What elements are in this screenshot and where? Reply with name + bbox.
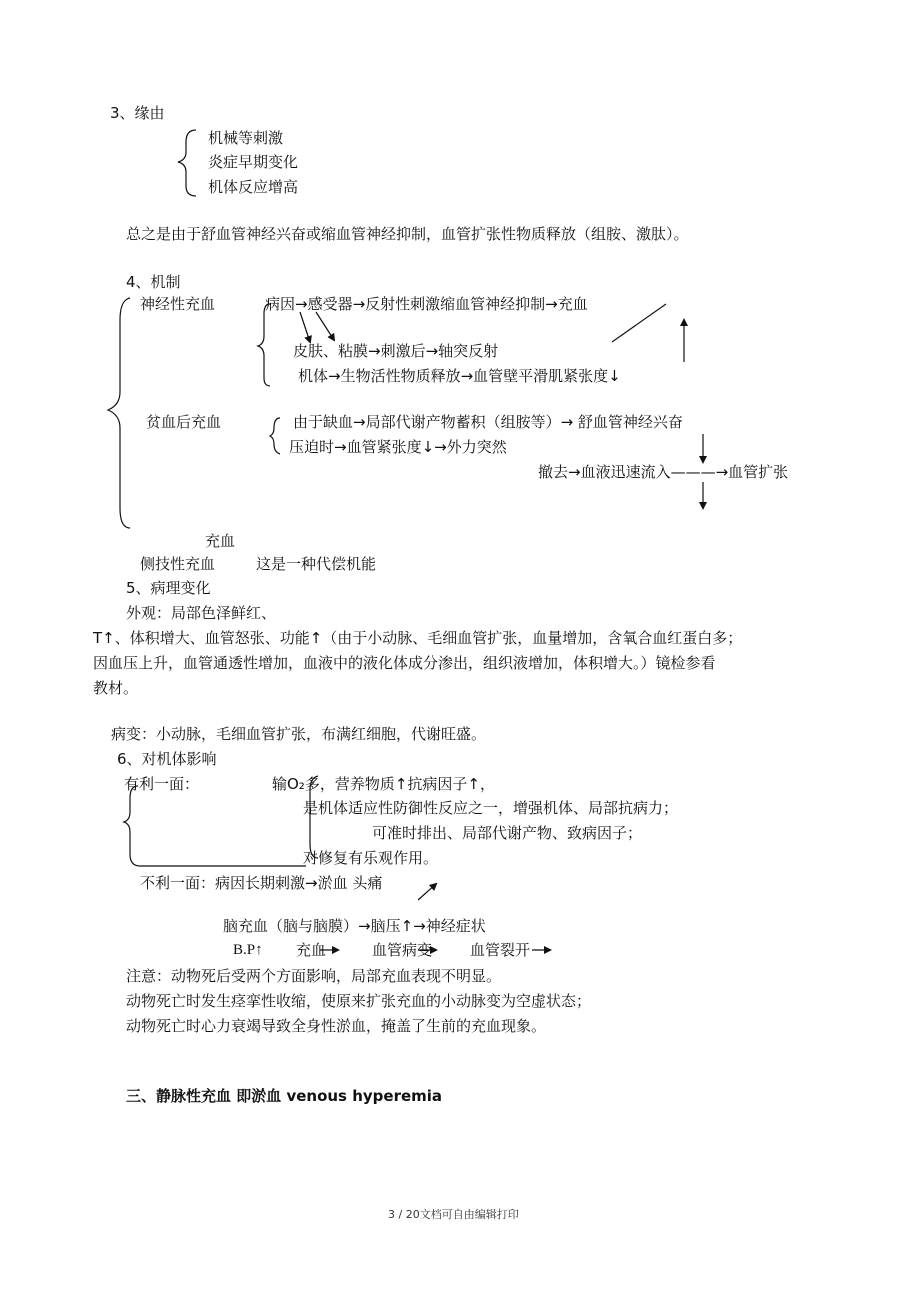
mechanism-line-2: 皮肤、粘膜→刺激后→轴突反射 bbox=[293, 342, 499, 360]
appearance-text: 外观：局部色泽鲜红、 bbox=[126, 604, 277, 622]
benefit-item-4: 对修复有乐观作用。 bbox=[303, 849, 439, 867]
arrow-to-headache bbox=[418, 884, 436, 900]
pathology-paragraph-line-1: T↑、体积增大、血管怒张、功能↑（由于小动脉、毛细血管扩张，血量增加，含氧合血红蛋白多； bbox=[93, 629, 743, 647]
benefit-label: 有利一面： bbox=[124, 775, 200, 793]
mechanism-big-brace bbox=[108, 298, 130, 528]
mechanism-line-1: 病因→感受器→反射性刺激缩血管神经抑制→充血 bbox=[265, 295, 588, 313]
cause-brace bbox=[178, 130, 196, 196]
collateral-hyperemia-text: 这是一种代偿机能 bbox=[256, 555, 377, 573]
benefit-item-2: 是机体适应性防御性反应之一，增强机体、局部抗病力； bbox=[303, 799, 679, 817]
harm-brain-text: 脑充血（脑与脑膜）→脑压↑→神经症状 bbox=[223, 917, 486, 935]
mechanism-line-4: 由于缺血→局部代谢产物蓄积（组胺等）→ 舒血管神经兴奋 bbox=[293, 413, 683, 431]
section-heading-5: 5、病理变化 bbox=[126, 579, 211, 597]
bp-vessel-rupture: 血管裂开 bbox=[470, 941, 531, 959]
collateral-hyperemia-label: 侧技性充血 bbox=[140, 555, 216, 573]
cause-item-3: 机体反应增高 bbox=[208, 178, 299, 196]
bp-label: B.P↑ bbox=[233, 942, 263, 958]
arrow-cause-to-skin bbox=[300, 312, 310, 342]
arrow-cause-to-axon bbox=[316, 312, 334, 340]
benefit-brace bbox=[124, 786, 306, 866]
section-heading-3: 3、缘由 bbox=[110, 104, 165, 122]
benefit-inner-bracket bbox=[310, 776, 318, 858]
cause-summary: 总之是由于舒血管神经兴奋或缩血管神经抑制，血管扩张性物质释放（组胺、激肽）。 bbox=[126, 225, 689, 243]
bp-vessel-lesion: 血管病变 bbox=[372, 941, 433, 959]
section-iii-heading: 三、静脉性充血 即淤血 venous hyperemia bbox=[126, 1087, 443, 1105]
note-line-1: 注意：动物死后受两个方面影响，局部充血表现不明显。 bbox=[126, 967, 502, 985]
neuro-brace bbox=[258, 304, 270, 386]
cause-item-2: 炎症早期变化 bbox=[208, 153, 299, 171]
page-footer: 3 / 20文档可自由编辑打印 bbox=[388, 1208, 519, 1221]
mechanism-line-3: 机体→生物活性物质释放→血管壁平滑肌紧张度↓ bbox=[298, 367, 621, 385]
anemia-hyperemia-label: 贫血后充血 bbox=[146, 413, 222, 431]
mechanism-line-6: 撤去→血液迅速流入———→血管扩张 bbox=[538, 463, 789, 481]
section-heading-4: 4、机制 bbox=[126, 273, 181, 291]
section-heading-6: 6、对机体影响 bbox=[117, 750, 217, 768]
note-line-2: 动物死亡时发生痉挛性收缩，使原来扩张充血的小动脉变为空虚状态； bbox=[126, 992, 592, 1010]
harm-text: 不利一面：病因长期刺激→淤血 头痛 bbox=[140, 874, 383, 892]
benefit-item-3: 可准时排出、局部代谢产物、致病因子； bbox=[372, 824, 643, 842]
pathology-paragraph-line-2: 因血压上升，血管通透性增加，血液中的液化体成分渗出，组织液增加，体积增大。）镜检参看 bbox=[93, 654, 716, 672]
diag-line-to-hyperemia bbox=[612, 304, 666, 342]
neuro-hyperemia-label: 神经性充血 bbox=[140, 295, 216, 313]
anemia-brace bbox=[270, 418, 280, 454]
note-line-3: 动物死亡时心力衰竭导致全身性淤血，掩盖了生前的充血现象。 bbox=[126, 1017, 547, 1035]
pathology-paragraph-line-3: 教材。 bbox=[93, 679, 139, 697]
bp-hyperemia: 充血 bbox=[296, 941, 327, 959]
cause-item-1: 机械等刺激 bbox=[208, 129, 284, 147]
hyperemia-word: 充血 bbox=[205, 532, 236, 550]
benefit-item-1: 输O₂多，营养物质↑抗病因子↑， bbox=[272, 775, 495, 793]
lesion-text: 病变：小动脉，毛细血管扩张，布满红细胞，代谢旺盛。 bbox=[111, 725, 487, 743]
mechanism-line-5: 压迫时→血管紧张度↓→外力突然 bbox=[289, 438, 507, 456]
